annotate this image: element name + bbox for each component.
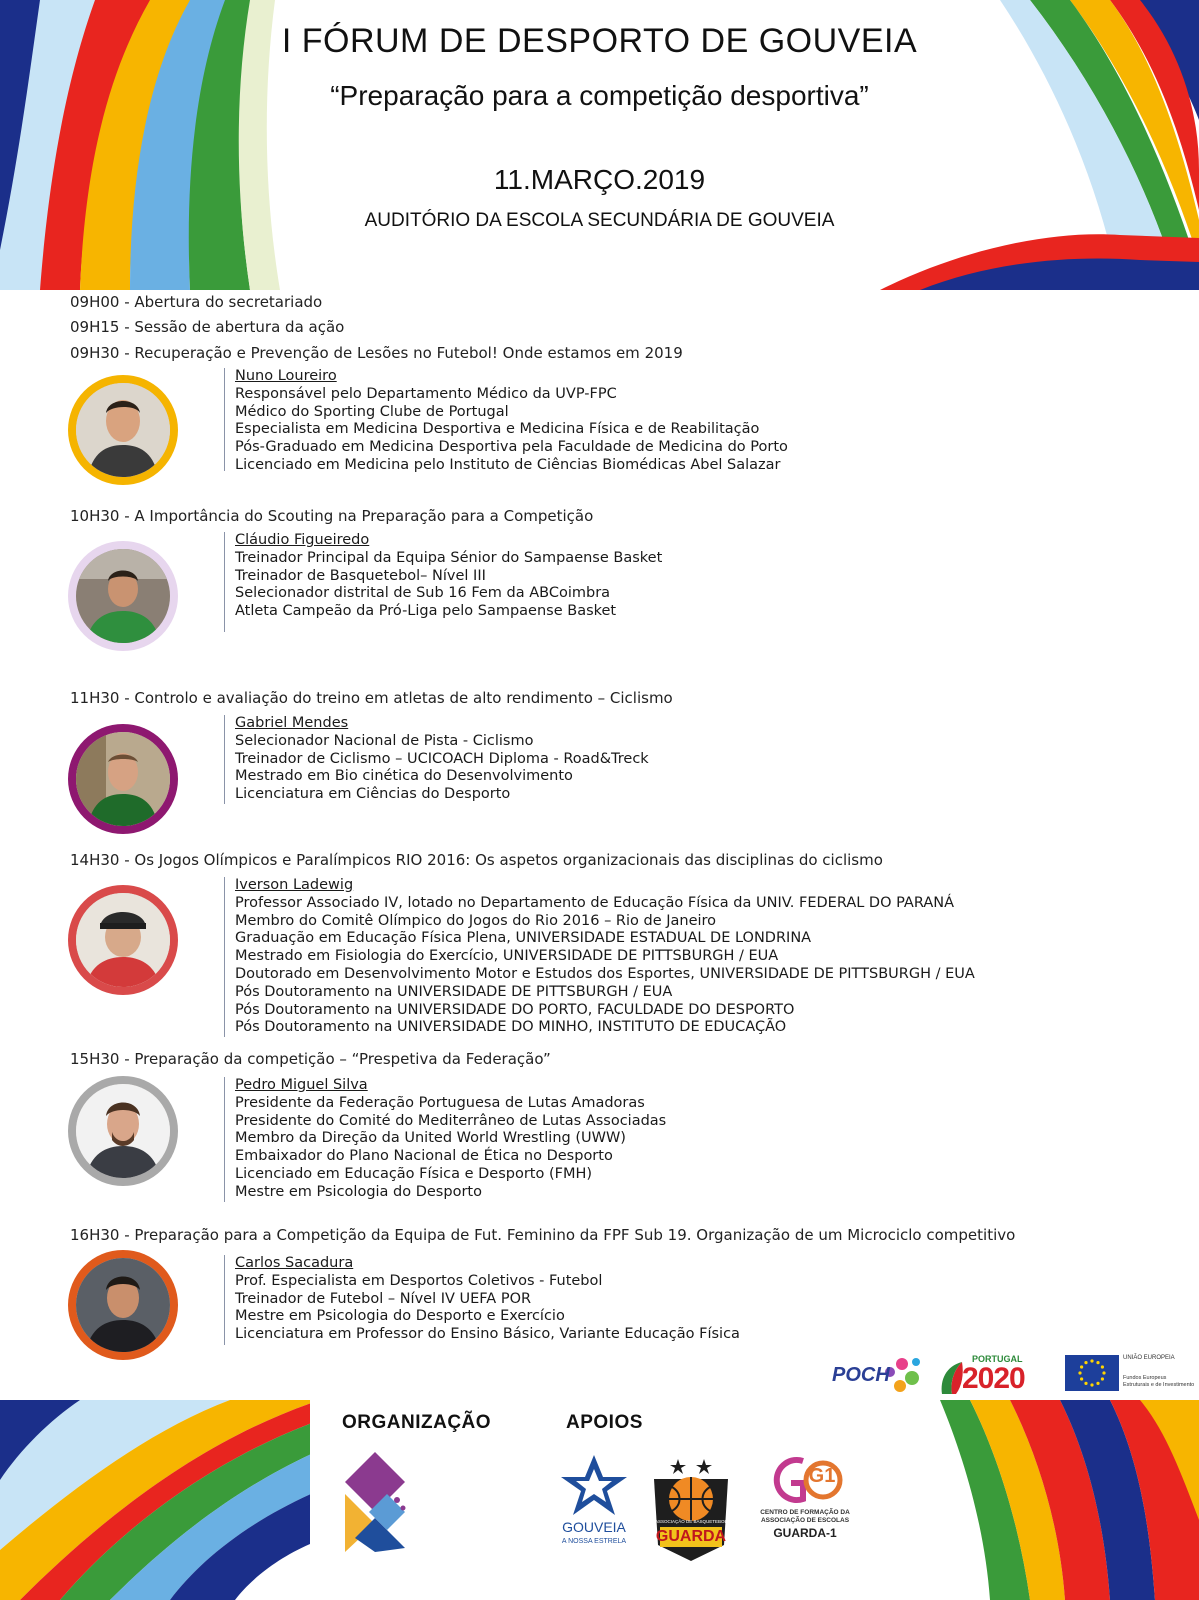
speaker-credential: Pós Doutoramento na UNIVERSIDADE DO MINHO, INSTITUTO DE EDUCAÇÃO xyxy=(235,1019,787,1036)
speaker-credential: Atleta Campeão da Pró-Liga pelo Sampaense Basket xyxy=(235,603,617,620)
speaker-credential: Professor Associado IV, lotado no Departamento de Educação Física da UNIV. FEDERAL DO PARANÁ xyxy=(235,894,955,911)
eu-sub2: Estruturais e de Investimento xyxy=(1123,1382,1195,1388)
speaker-gabriel-mendes xyxy=(224,715,649,804)
speaker-credential: Pós Doutoramento na UNIVERSIDADE DE PITTSBURGH / EUA xyxy=(235,983,673,1000)
event-title: I FÓRUM DE DESPORTO DE GOUVEIA xyxy=(281,22,918,60)
schedule-item: 11H30 - Controlo e avaliação do treino em atletas de alto rendimento – Ciclismo xyxy=(70,689,673,707)
speaker-credential: Presidente do Comité do Mediterrâneo de Lutas Associadas xyxy=(235,1112,667,1129)
school-association-logo-icon xyxy=(335,1448,415,1552)
schedule-item: 10H30 - A Importância do Scouting na Preparação para a Competição xyxy=(70,507,594,525)
person-avatar-icon xyxy=(76,549,170,643)
person-avatar-icon xyxy=(76,1084,170,1178)
speaker-credential: Treinador de Futebol – Nível IV UEFA POR xyxy=(235,1290,532,1307)
portugal-label: PORTUGAL xyxy=(972,1354,1023,1364)
basketball-shield-icon xyxy=(650,1453,732,1563)
speaker-credential: Graduação em Educação Física Plena, UNIVERSIDADE ESTADUAL DE LONDRINA xyxy=(235,930,812,947)
speaker-credential: Licenciado em Educação Física e Desporto (FMH) xyxy=(235,1165,593,1182)
event-venue: AUDITÓRIO DA ESCOLA SECUNDÁRIA DE GOUVEIA xyxy=(364,210,835,231)
speaker-credential: Mestre em Psicologia do Desporto xyxy=(235,1183,482,1200)
cfae-line3: GUARDA-1 xyxy=(773,1526,837,1540)
cfae-line2: ASSOCIAÇÃO DE ESCOLAS xyxy=(760,1517,850,1524)
poch-logo xyxy=(832,1350,924,1400)
gouveia-name: GOUVEIA xyxy=(562,1519,626,1535)
speaker-credential: Pós-Graduado em Medicina Desportiva pela Faculdade de Medicina do Porto xyxy=(235,439,788,456)
speaker-name: Pedro Miguel Silva xyxy=(235,1077,368,1093)
speaker-credential: Membro do Comitê Olímpico do Jogos do Rio 2016 – Rio de Janeiro xyxy=(235,912,717,929)
person-avatar-icon xyxy=(76,1258,170,1352)
guarda-association: ASSOCIAÇÃO DE BASQUETEBOL xyxy=(654,1519,728,1524)
speaker-credential: Treinador de Ciclismo – UCICOACH Diploma - Road&Treck xyxy=(235,750,649,767)
speaker-name: Nuno Loureiro xyxy=(235,368,337,384)
eu-sub1: Fundos Europeus xyxy=(1123,1375,1167,1381)
footer-decoration-left xyxy=(0,1400,310,1600)
guarda-name: GUARDA xyxy=(655,1528,727,1545)
speaker-name: Gabriel Mendes xyxy=(235,715,349,731)
speaker-credential: Selecionador distrital de Sub 16 Fem da ABCoimbra xyxy=(235,585,611,602)
speaker-photo xyxy=(68,375,178,485)
speaker-photo xyxy=(68,541,178,651)
speaker-credential: Treinador de Basquetebol– Nível III xyxy=(235,567,486,584)
schedule-item: 14H30 - Os Jogos Olímpicos e Paralímpicos RIO 2016: Os aspetos organizacionais das disciplinas do ciclismo xyxy=(70,851,883,869)
eu-funds-logo xyxy=(1065,1355,1195,1395)
gouveia-tagline: A NOSSA ESTRELA xyxy=(561,1538,627,1545)
portugal-year: 2020 xyxy=(962,1362,1025,1395)
event-subtitle: “Preparação para a competição desportiva” xyxy=(330,80,869,111)
speaker-credential: Treinador Principal da Equipa Sénior do Sampaense Basket xyxy=(235,549,663,566)
speaker-credential: Licenciatura em Ciências do Desporto xyxy=(235,786,511,803)
speaker-credential: Embaixador do Plano Nacional de Ética no Desporto xyxy=(235,1148,613,1165)
cfae-mark: G1 xyxy=(808,1465,836,1487)
person-avatar-icon xyxy=(76,383,170,477)
speaker-credential: Selecionador Nacional de Pista - Ciclismo xyxy=(235,732,534,749)
speaker-credential: Responsável pelo Departamento Médico da UVP-FPC xyxy=(235,385,617,402)
speaker-photo xyxy=(68,885,178,995)
speaker-credential: Doutorado em Desenvolvimento Motor e Estudos dos Esportes, UNIVERSIDADE DE PITTSBURGH / EUA xyxy=(235,965,975,982)
poch-text: POCH xyxy=(832,1364,890,1386)
footer-decoration-right xyxy=(940,1400,1199,1600)
speaker-iverson-ladewig xyxy=(224,877,975,1037)
portugal-2020-logo xyxy=(938,1354,1056,1398)
schedule-item: 09H30 - Recuperação e Prevenção de Lesões no Futebol! Onde estamos em 2019 xyxy=(70,344,683,362)
speaker-pedro-miguel-silva xyxy=(224,1077,666,1202)
speaker-nuno-loureiro xyxy=(224,368,788,471)
speaker-credential: Membro da Direção da United World Wrestling (UWW) xyxy=(235,1130,626,1147)
speaker-claudio-figueiredo xyxy=(224,532,662,632)
apoios-label: APOIOS xyxy=(566,1412,643,1433)
speaker-name: Cláudio Figueiredo xyxy=(235,532,370,548)
speaker-photo xyxy=(68,1250,178,1360)
eu-flag-icon xyxy=(1065,1355,1119,1391)
schedule-item: 15H30 - Preparação da competição – “Prespetiva da Federação” xyxy=(70,1050,551,1068)
eu-title: UNIÃO EUROPEIA xyxy=(1123,1355,1175,1361)
speaker-credential: Pós Doutoramento na UNIVERSIDADE DO PORTO, FACULDADE DO DESPORTO xyxy=(235,1001,795,1018)
speaker-credential: Médico do Sporting Clube de Portugal xyxy=(235,403,509,420)
person-avatar-icon xyxy=(76,893,170,987)
event-date: 11.MARÇO.2019 xyxy=(493,164,706,195)
speaker-photo xyxy=(68,1076,178,1186)
guarda-basketball-logo xyxy=(650,1453,732,1563)
speaker-credential: Presidente da Federação Portuguesa de Lutas Amadoras xyxy=(235,1094,645,1111)
speaker-credential: Mestre em Psicologia do Desporto e Exercício xyxy=(235,1308,565,1325)
speaker-photo xyxy=(68,724,178,834)
cfae-guarda-logo xyxy=(755,1455,855,1565)
star-icon xyxy=(559,1453,629,1517)
speaker-carlos-sacadura xyxy=(224,1255,740,1345)
speaker-credential: Mestrado em Fisiologia do Exercício, UNIVERSIDADE DE PITTSBURGH / EUA xyxy=(235,948,779,965)
speaker-credential: Mestrado em Bio cinética do Desenvolvimento xyxy=(235,768,573,785)
cfae-line1: CENTRO DE FORMAÇÃO DA xyxy=(760,1509,850,1516)
speaker-credential: Licenciado em Medicina pelo Instituto de Ciências Biomédicas Abel Salazar xyxy=(235,456,781,473)
speaker-name: Carlos Sacadura xyxy=(235,1255,354,1271)
gouveia-logo xyxy=(555,1453,635,1563)
schedule-item: 09H00 - Abertura do secretariado xyxy=(70,293,323,311)
schedule-item: 16H30 - Preparação para a Competição da Equipa de Fut. Feminino da FPF Sub 19. Organização de um Microciclo competitivo xyxy=(70,1226,1016,1244)
speaker-credential: Prof. Especialista em Desportos Coletivos - Futebol xyxy=(235,1272,603,1289)
organizacao-label: ORGANIZAÇÃO xyxy=(342,1412,492,1433)
person-avatar-icon xyxy=(76,732,170,826)
schedule-item: 09H15 - Sessão de abertura da ação xyxy=(70,318,345,336)
speaker-name: Iverson Ladewig xyxy=(235,877,354,893)
speaker-credential: Especialista em Medicina Desportiva e Medicina Física e de Reabilitação xyxy=(235,421,760,438)
speaker-credential: Licenciatura em Professor do Ensino Básico, Variante Educação Física xyxy=(235,1326,740,1343)
